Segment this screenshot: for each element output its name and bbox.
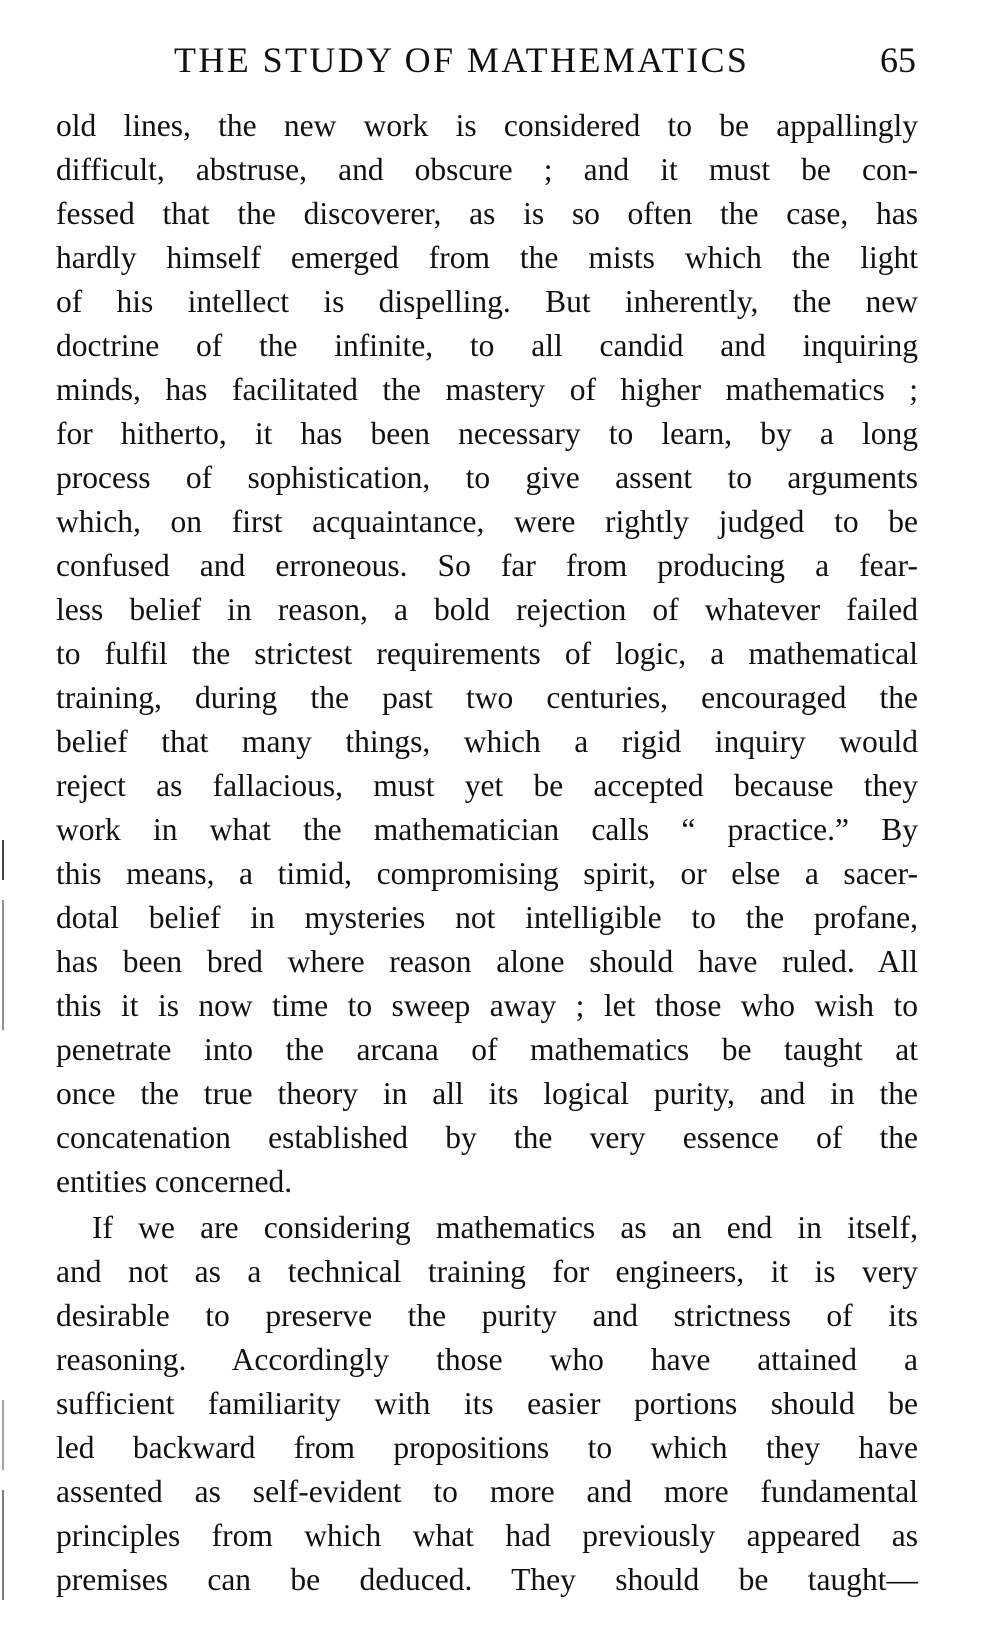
text-line: led backward from propositions to which they have [56, 1430, 918, 1465]
text-line: desirable to preserve the purity and strictness of its [56, 1298, 918, 1333]
body-text [56, 104, 918, 1602]
binding-mark [2, 900, 4, 1030]
text-line: this means, a timid, compromising spirit, or else a sacer- [56, 856, 918, 891]
running-head [56, 40, 916, 80]
text-line: old lines, the new work is considered to be appallingly [56, 108, 918, 143]
text-line: principles from which what had previously appeared as [56, 1518, 918, 1553]
binding-edge-marks [0, 840, 8, 1620]
text-line: assented as self-evident to more and more fundamental [56, 1474, 918, 1509]
binding-mark [2, 1490, 4, 1600]
text-line: fessed that the discoverer, as is so often the case, has [56, 196, 918, 231]
text-line: doctrine of the infinite, to all candid and inquiring [56, 328, 918, 363]
text-line: of his intellect is dispelling. But inherently, the new [56, 284, 918, 319]
text-line: belief that many things, which a rigid inquiry would [56, 724, 918, 759]
text-line: premises can be deduced. They should be taught— [56, 1562, 918, 1597]
text-line: If we are considering mathematics as an end in itself, [92, 1210, 918, 1245]
text-line: entities concerned. [56, 1164, 293, 1199]
text-line: less belief in reason, a bold rejection of whatever failed [56, 592, 918, 627]
text-line: reasoning. Accordingly those who have attained a [56, 1342, 918, 1377]
text-line: for hitherto, it has been necessary to learn, by a long [56, 416, 918, 451]
text-line: concatenation established by the very essence of the [56, 1120, 918, 1155]
text-line: penetrate into the arcana of mathematics be taught at [56, 1032, 918, 1067]
text-line: has been bred where reason alone should have ruled. All [56, 944, 918, 979]
text-line: this it is now time to sweep away ; let those who wish to [56, 988, 918, 1023]
text-line: reject as fallacious, must yet be accepted because they [56, 768, 918, 803]
text-line: hardly himself emerged from the mists which the light [56, 240, 918, 275]
text-line: training, during the past two centuries, encouraged the [56, 680, 918, 715]
text-line: minds, has facilitated the mastery of higher mathematics ; [56, 372, 918, 407]
binding-mark [2, 840, 4, 880]
text-line: and not as a technical training for engineers, it is very [56, 1254, 918, 1289]
text-line: dotal belief in mysteries not intelligible to the profane, [56, 900, 918, 935]
text-line: process of sophistication, to give assent to arguments [56, 460, 918, 495]
page-number: 65 [880, 40, 916, 80]
running-title: THE STUDY OF MATHEMATICS [174, 40, 750, 80]
text-line: to fulfil the strictest requirements of logic, a mathematical [56, 636, 918, 671]
text-line: difficult, abstruse, and obscure ; and it must be con- [56, 152, 918, 187]
text-line: sufficient familiarity with its easier portions should be [56, 1386, 918, 1421]
paragraph-1 [56, 104, 918, 1204]
text-line: confused and erroneous. So far from producing a fear- [56, 548, 918, 583]
text-line: work in what the mathematician calls “ practice.” By [56, 812, 918, 847]
text-line: once the true theory in all its logical purity, and in the [56, 1076, 918, 1111]
binding-mark [2, 1400, 4, 1470]
text-line: which, on first acquaintance, were rightly judged to be [56, 504, 918, 539]
paragraph-2 [56, 1206, 918, 1602]
